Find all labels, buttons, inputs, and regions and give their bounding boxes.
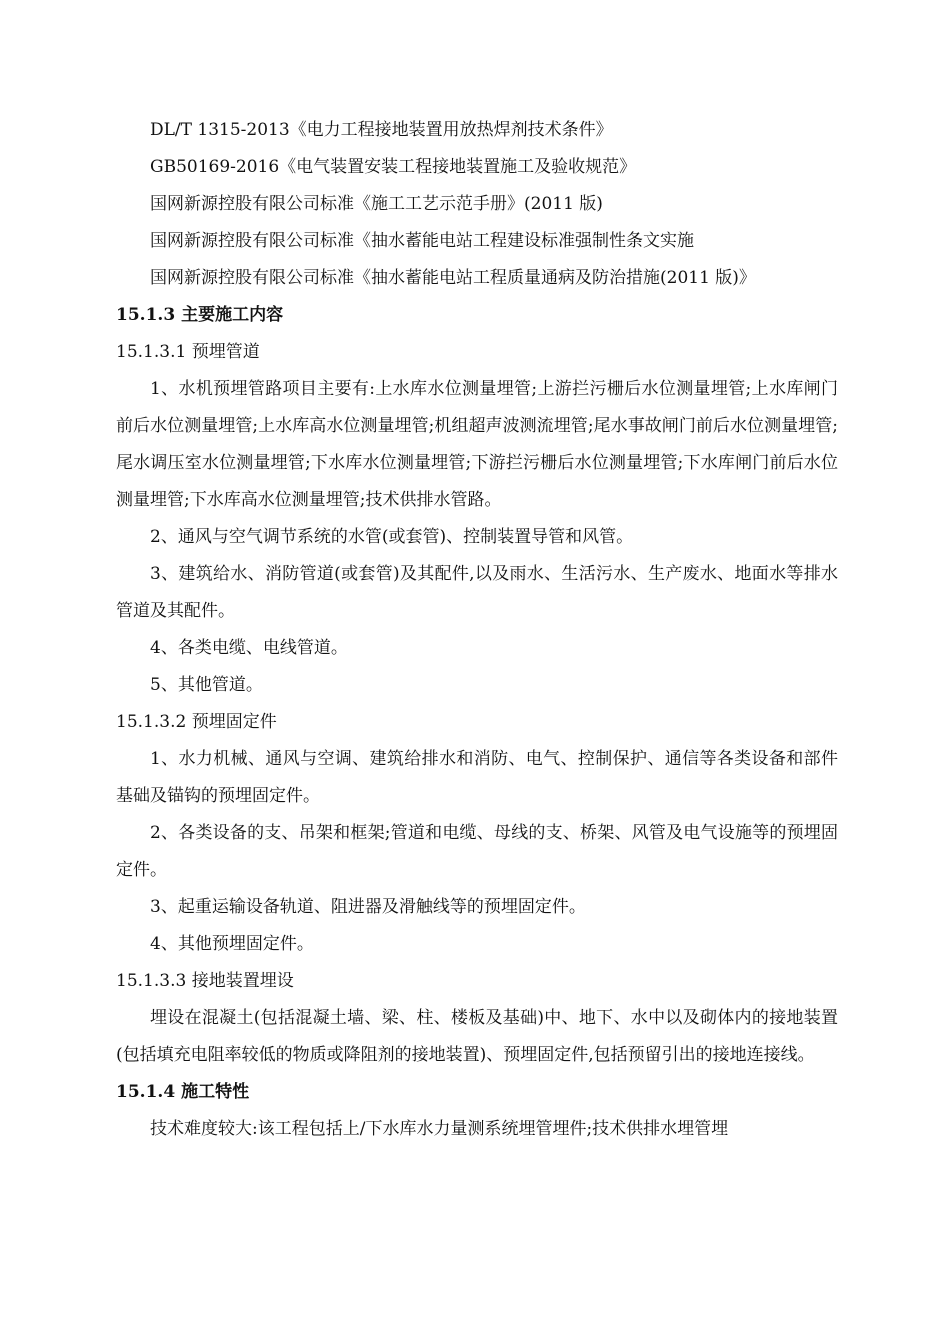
paragraph-item: 2、通风与空气调节系统的水管(或套管)、控制装置导管和风管。 (150, 527, 634, 547)
paragraph-item: 4、各类电缆、电线管道。 (150, 638, 348, 658)
reference-item: 国网新源控股有限公司标准《抽水蓄能电站工程质量通病及防治措施(2011 版)》 (150, 268, 756, 288)
section-heading-main-content: 15.1.3 主要施工内容 (116, 305, 284, 325)
paragraph-item: 4、其他预埋固定件。 (150, 934, 314, 954)
paragraph-grounding: 埋设在混凝土(包括混凝土墙、梁、柱、楼板及基础)中、地下、水中以及砌体内的接地装置(包括填充电阻率较低的物质或降阻剂的接地装置)、预埋固定件,包括预留引出的接地连接线。 (116, 1008, 838, 1065)
reference-item: GB50169-2016《电气装置安装工程接地装置施工及验收规范》 (150, 157, 637, 177)
paragraph-item: 2、各类设备的支、吊架和框架;管道和电缆、母线的支、桥架、风管及电气设施等的预埋固定件。 (116, 823, 838, 880)
paragraph-item: 5、其他管道。 (150, 675, 263, 695)
section-heading-construction-features: 15.1.4 施工特性 (116, 1082, 250, 1102)
paragraph-item: 3、建筑给水、消防管道(或套管)及其配件,以及雨水、生活污水、生产废水、地面水等排水管道及其配件。 (116, 564, 838, 621)
reference-item: DL/T 1315-2013《电力工程接地装置用放热焊剂技术条件》 (150, 120, 613, 140)
paragraph-item: 1、水力机械、通风与空调、建筑给排水和消防、电气、控制保护、通信等各类设备和部件基础及锚钩的预埋固定件。 (116, 749, 838, 806)
reference-item: 国网新源控股有限公司标准《抽水蓄能电站工程建设标准强制性条文实施 (150, 231, 694, 251)
subsection-heading-embedded-pipes: 15.1.3.1 预埋管道 (116, 342, 260, 362)
subsection-heading-grounding: 15.1.3.3 接地装置埋设 (116, 971, 294, 991)
subsection-heading-embedded-fixtures: 15.1.3.2 预埋固定件 (116, 712, 277, 732)
paragraph-construction-features: 技术难度较大:该工程包括上/下水库水力量测系统埋管埋件;技术供排水埋管埋 (150, 1119, 729, 1139)
paragraph-item: 1、水机预埋管路项目主要有:上水库水位测量埋管;上游拦污栅后水位测量埋管;上水库闸门前后水位测量埋管;上水库高水位测量埋管;机组超声波测流埋管;尾水事故闸门前后水位测量埋管;尾水调压室水位测量埋管;下水库水位测量埋管;下游拦污栅后水位测量埋管;下水库闸门前后水位测量埋管;下水库高水位测量埋管;技术供排水管路。 (116, 379, 838, 510)
reference-item: 国网新源控股有限公司标准《施工工艺示范手册》(2011 版) (150, 194, 603, 214)
paragraph-item: 3、起重运输设备轨道、阻进器及滑触线等的预埋固定件。 (150, 897, 586, 917)
document-body (116, 112, 838, 1148)
